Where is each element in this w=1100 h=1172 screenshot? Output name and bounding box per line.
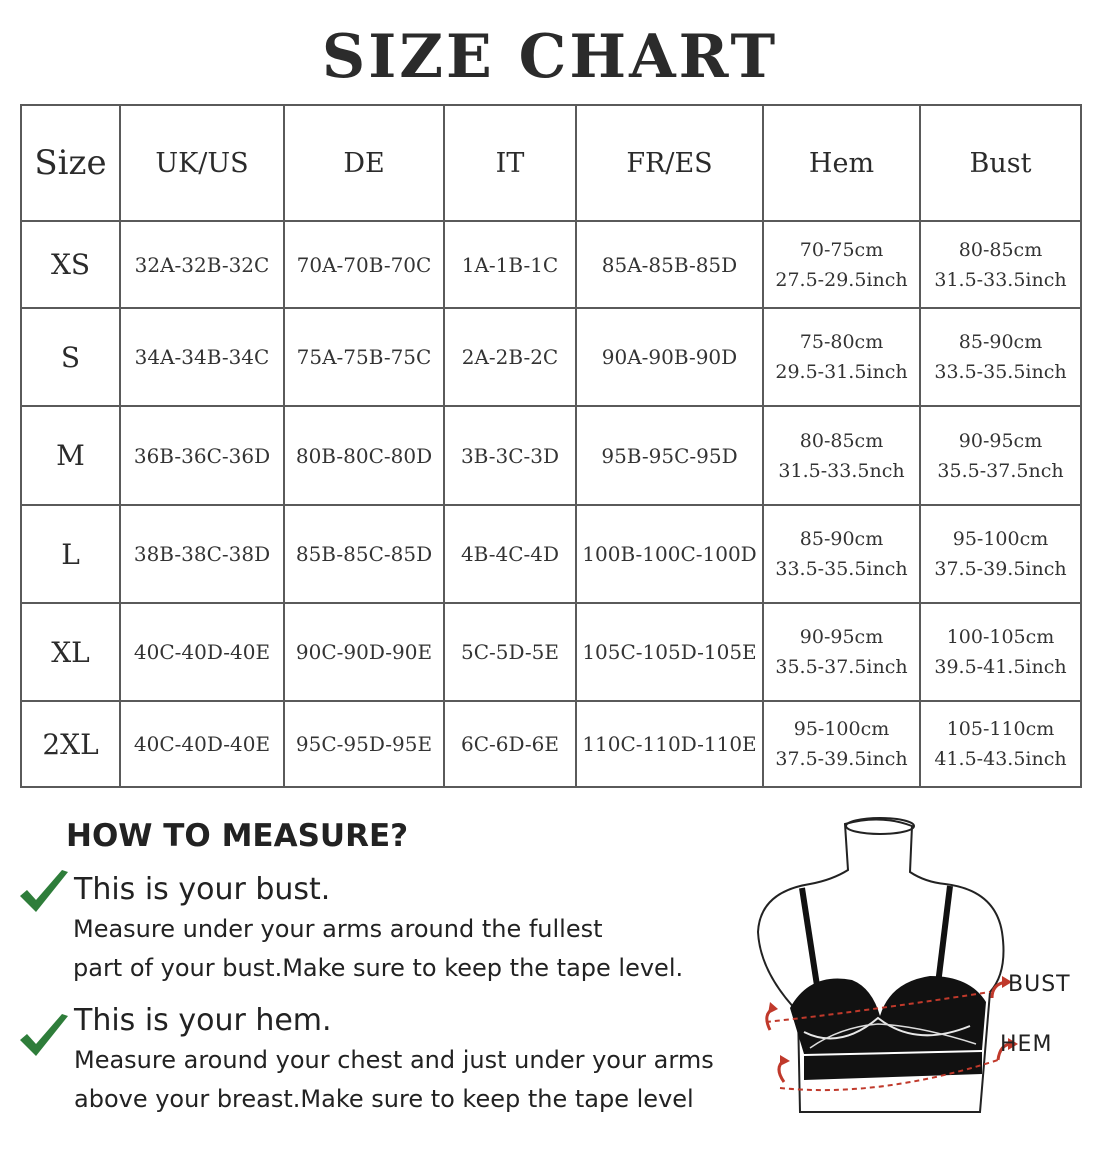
bust-inch: 33.5-35.5inch bbox=[934, 361, 1067, 383]
bust-cm: 95-100cm bbox=[952, 528, 1049, 550]
bust-inch: 39.5-41.5inch bbox=[934, 656, 1067, 678]
header-de: DE bbox=[284, 105, 444, 221]
de-cell: 70A-70B-70C bbox=[284, 221, 444, 308]
size-cell: XS bbox=[21, 221, 120, 308]
table-row bbox=[21, 701, 1081, 787]
hem-inch: 33.5-35.5inch bbox=[775, 558, 908, 580]
checkmark-icon bbox=[16, 1010, 72, 1066]
hem-inch: 31.5-33.5nch bbox=[778, 459, 905, 482]
header-size: Size bbox=[21, 105, 120, 221]
size-cell: 2XL bbox=[21, 701, 120, 787]
de-cell: 85B-85C-85D bbox=[284, 505, 444, 603]
size-cell: S bbox=[21, 308, 120, 406]
page-title: SIZE CHART bbox=[321, 22, 779, 92]
hem-cell bbox=[763, 603, 920, 701]
hem-tip-line: above your breast.Make sure to keep the tape level bbox=[74, 1085, 694, 1113]
hem-cm: 90-95cm bbox=[799, 626, 884, 648]
measurement-figure bbox=[740, 812, 1090, 1152]
hem-cell bbox=[763, 701, 920, 787]
fres-cell: 105C-105D-105E bbox=[576, 603, 763, 701]
ukus-cell: 40C-40D-40E bbox=[120, 603, 284, 701]
fres-cell: 90A-90B-90D bbox=[576, 308, 763, 406]
checkmark-icon bbox=[16, 866, 72, 922]
hem-inch: 29.5-31.5inch bbox=[775, 361, 908, 383]
hem-inch: 37.5-39.5inch bbox=[775, 748, 908, 770]
bust-cm: 80-85cm bbox=[958, 238, 1043, 261]
fres-cell: 110C-110D-110E bbox=[576, 701, 763, 787]
fres-cell: 85A-85B-85D bbox=[576, 221, 763, 308]
bust-cm: 105-110cm bbox=[946, 718, 1055, 740]
bust-inch: 41.5-43.5inch bbox=[934, 748, 1067, 770]
hem-inch: 27.5-29.5inch bbox=[775, 268, 908, 291]
ukus-cell: 36B-36C-36D bbox=[120, 406, 284, 505]
it-cell: 6C-6D-6E bbox=[444, 701, 576, 787]
hem-cm: 95-100cm bbox=[793, 718, 890, 740]
size-cell: L bbox=[21, 505, 120, 603]
how-to-measure-heading: HOW TO MEASURE? bbox=[66, 818, 409, 854]
bust-inch: 31.5-33.5inch bbox=[934, 268, 1067, 291]
bust-cell bbox=[920, 406, 1081, 505]
table-row bbox=[21, 406, 1081, 505]
hem-tip-title: This is your hem. bbox=[74, 1003, 332, 1038]
header-fres: FR/ES bbox=[576, 105, 763, 221]
size-cell: M bbox=[21, 406, 120, 505]
it-cell: 1A-1B-1C bbox=[444, 221, 576, 308]
header-ukus: UK/US bbox=[120, 105, 284, 221]
bust-tip-line: part of your bust.Make sure to keep the tape level. bbox=[73, 954, 684, 982]
de-cell: 95C-95D-95E bbox=[284, 701, 444, 787]
hem-cm: 75-80cm bbox=[799, 331, 884, 353]
bust-label: BUST bbox=[1008, 972, 1071, 997]
table-row bbox=[21, 221, 1081, 308]
bust-cell bbox=[920, 308, 1081, 406]
de-cell: 80B-80C-80D bbox=[284, 406, 444, 505]
de-cell: 75A-75B-75C bbox=[284, 308, 444, 406]
fres-cell: 100B-100C-100D bbox=[576, 505, 763, 603]
bust-cell bbox=[920, 505, 1081, 603]
hem-cell bbox=[763, 505, 920, 603]
size-cell: XL bbox=[21, 603, 120, 701]
ukus-cell: 34A-34B-34C bbox=[120, 308, 284, 406]
bust-inch: 35.5-37.5nch bbox=[937, 459, 1064, 482]
bust-cell bbox=[920, 701, 1081, 787]
bust-cm: 90-95cm bbox=[958, 429, 1043, 452]
ukus-cell: 32A-32B-32C bbox=[120, 221, 284, 308]
it-cell: 3B-3C-3D bbox=[444, 406, 576, 505]
ukus-cell: 40C-40D-40E bbox=[120, 701, 284, 787]
table-row bbox=[21, 505, 1081, 603]
bust-tip-text bbox=[73, 910, 683, 988]
header-it: IT bbox=[444, 105, 576, 221]
bust-cm: 85-90cm bbox=[958, 331, 1043, 353]
hem-cm: 70-75cm bbox=[799, 238, 884, 261]
de-cell: 90C-90D-90E bbox=[284, 603, 444, 701]
bust-cm: 100-105cm bbox=[946, 626, 1055, 648]
bust-tip-line: Measure under your arms around the fullest bbox=[73, 915, 603, 943]
it-cell: 5C-5D-5E bbox=[444, 603, 576, 701]
table-row bbox=[21, 308, 1081, 406]
hem-cell bbox=[763, 406, 920, 505]
header-hem: Hem bbox=[763, 105, 920, 221]
hem-cm: 80-85cm bbox=[799, 429, 884, 452]
size-chart-table bbox=[20, 104, 1082, 788]
hem-cm: 85-90cm bbox=[799, 528, 884, 550]
hem-tip-text bbox=[74, 1041, 714, 1119]
table-header-row bbox=[21, 105, 1081, 221]
fres-cell: 95B-95C-95D bbox=[576, 406, 763, 505]
hem-cell bbox=[763, 221, 920, 308]
hem-label: HEM bbox=[1000, 1032, 1053, 1057]
hem-tip-line: Measure around your chest and just under your arms bbox=[74, 1046, 714, 1074]
hem-cell bbox=[763, 308, 920, 406]
bust-inch: 37.5-39.5inch bbox=[934, 558, 1067, 580]
it-cell: 4B-4C-4D bbox=[444, 505, 576, 603]
table-row bbox=[21, 603, 1081, 701]
bust-tip-title: This is your bust. bbox=[74, 872, 331, 907]
it-cell: 2A-2B-2C bbox=[444, 308, 576, 406]
header-bust: Bust bbox=[920, 105, 1081, 221]
bust-cell bbox=[920, 603, 1081, 701]
bust-cell bbox=[920, 221, 1081, 308]
hem-inch: 35.5-37.5inch bbox=[775, 656, 908, 678]
ukus-cell: 38B-38C-38D bbox=[120, 505, 284, 603]
